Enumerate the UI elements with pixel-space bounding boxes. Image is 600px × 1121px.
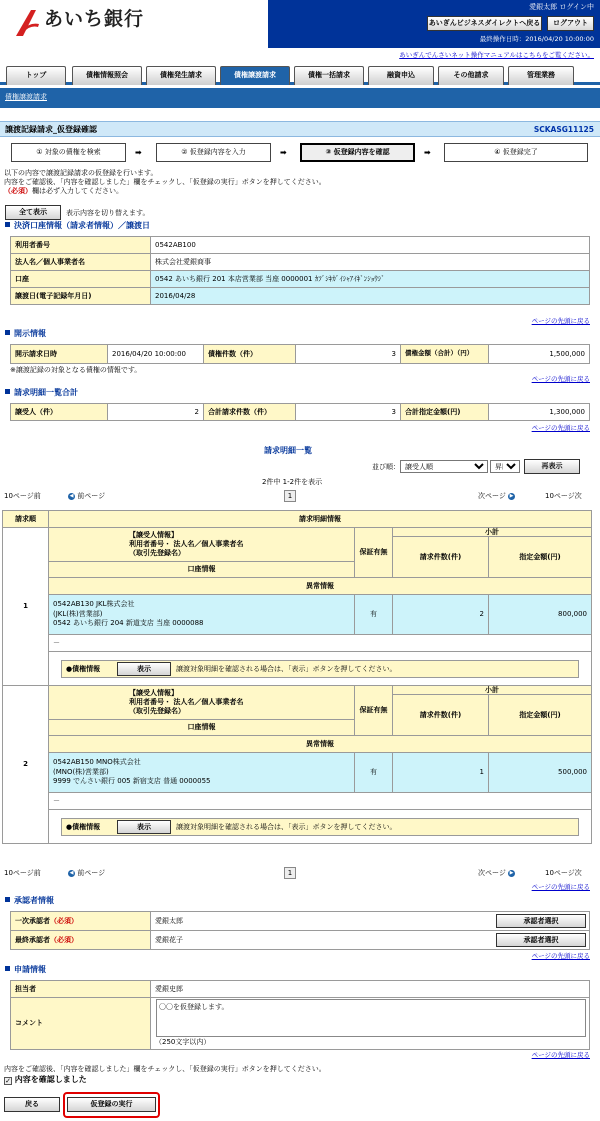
next-page[interactable]: [478, 492, 515, 500]
screen-id: SCKASG11125: [533, 125, 594, 134]
manual-link[interactable]: あいぎんでんさいネット操作マニュアルはこちらをご覧ください。: [399, 51, 594, 59]
section-application-title: 申請情報: [5, 965, 46, 975]
step-arrow-icon: ➡: [135, 148, 142, 157]
redisplay-button[interactable]: 再表示: [524, 459, 580, 474]
settlement-table: [10, 236, 590, 305]
execute-provisional-button[interactable]: 仮登録の実行: [67, 1097, 156, 1112]
amount-value: 500,000: [489, 753, 592, 793]
staff-label: 担当者: [11, 981, 151, 998]
row-seq-1: 1: [3, 528, 49, 686]
abnormal-header: 異常情報: [49, 578, 592, 595]
debt-count-value: 3: [296, 345, 401, 364]
disclosure-date-label: 開示請求日時: [11, 345, 108, 364]
chevron-right-icon: ▶: [509, 869, 514, 876]
total-request-count-label: 合計請求件数（件）: [204, 404, 296, 421]
settlement-label: 利用者番号: [11, 237, 151, 254]
staff-value: 愛銀史郎: [151, 981, 590, 998]
intro-text-2: 内容をご確認後、「内容を確認しました」欄をチェックし、「仮登録の実行」ボタンを押してください。: [4, 178, 326, 186]
account-header: 口座情報: [49, 720, 355, 736]
detail-table: [2, 510, 592, 844]
subtotal-header: 小計: [393, 686, 592, 695]
count-header: 請求件数(件): [393, 537, 489, 578]
tab-debt-issue[interactable]: 債権発生請求: [146, 66, 216, 85]
disclosure-table: [10, 344, 590, 364]
chevron-left-icon: ◀: [69, 492, 74, 499]
request-count-value: 1: [393, 753, 489, 793]
first-approver-value: 愛銀太郎: [155, 916, 183, 925]
back-to-top-link[interactable]: ページの先頭に戻る: [531, 317, 590, 325]
debt-show-button[interactable]: 表示: [117, 662, 171, 676]
back-to-top-link[interactable]: ページの先頭に戻る: [531, 375, 590, 383]
prev-10-pages[interactable]: 10ページ前: [4, 492, 41, 500]
amount-header: 指定金額(円): [489, 537, 592, 578]
back-button[interactable]: 戻る: [4, 1097, 60, 1112]
payee-header: 【譲受人情報】: [129, 531, 178, 540]
debt-count-label: 債権件数（件）: [204, 345, 296, 364]
step-arrow-icon: ➡: [424, 148, 431, 157]
next-page-label: 次ページ: [478, 492, 506, 500]
page-title: 譲渡記録請求_仮登録確認: [5, 125, 97, 134]
tab-bulk-request[interactable]: 債権一括請求: [294, 66, 364, 85]
payee-user: 0542AB130 JKL株式会社: [53, 599, 135, 608]
sort-key-select[interactable]: [400, 460, 488, 473]
payee-account: 0542 あいち銀行 204 新道支店 当座 0000088: [53, 619, 204, 628]
required-marker: （必須）: [50, 935, 78, 944]
required-marker: （必須）: [4, 187, 32, 195]
sub-menu-bar: [0, 88, 600, 108]
intro-text-1: 以下の内容で譲渡記録請求の仮登録を行います。: [4, 169, 158, 177]
settlement-label: 譲渡日(電子記録年月日): [11, 288, 151, 305]
settlement-label: 法人名／個人事業者名: [11, 254, 151, 271]
account-header: 口座情報: [49, 562, 355, 578]
approver-table: [10, 911, 590, 950]
payee-header-3: （取引先登録名）: [129, 706, 185, 715]
final-approver-select-button[interactable]: 承認者選択: [496, 933, 586, 947]
amount-value: 800,000: [489, 595, 592, 635]
tab-top[interactable]: トップ: [6, 66, 66, 85]
tab-debt-inquiry[interactable]: 債権情報照会: [72, 66, 142, 85]
prev-page-label: 前ページ: [77, 492, 106, 500]
user-login-status: 愛銀太郎 ログイン中: [529, 3, 594, 11]
tab-other[interactable]: その他請求: [438, 66, 504, 85]
guarantee-header: 保証有無: [355, 686, 393, 736]
settlement-value: 株式会社愛銀商事: [151, 254, 590, 271]
tab-management[interactable]: 管理業務: [508, 66, 574, 85]
payee-count-label: 譲受人（件）: [11, 404, 108, 421]
step-input: ② 仮登録内容を入力: [156, 143, 271, 162]
confirm-checkbox-label: 内容を確認しました: [14, 1075, 87, 1084]
payee-header: 【譲受人情報】: [129, 689, 178, 698]
chevron-right-icon: ▶: [509, 492, 514, 499]
payee-user: 0542AB150 MNO株式会社: [53, 757, 141, 766]
total-amount-value: 1,300,000: [489, 404, 590, 421]
back-to-top-link[interactable]: ページの先頭に戻る: [531, 1051, 590, 1059]
comment-limit: （250文字以内）: [155, 1037, 211, 1046]
amount-header: 指定金額(円): [489, 695, 592, 736]
abnormal-value: －: [49, 793, 592, 810]
disclosure-note: ※譲渡記録の対象となる債権の情報です。: [10, 366, 142, 374]
back-to-top-link[interactable]: ページの先頭に戻る: [531, 883, 590, 891]
prev-page-bottom[interactable]: [68, 869, 105, 877]
step-confirm: ③ 仮登録内容を確認: [300, 143, 415, 162]
payee-header-2: 利用者番号・ 法人名／個人事業者名: [129, 540, 244, 549]
guarantee-header: 保証有無: [355, 528, 393, 578]
guarantee-value: 有: [355, 595, 393, 635]
payee-count-value: 2: [108, 404, 204, 421]
back-to-top-link[interactable]: ページの先頭に戻る: [531, 424, 590, 432]
sub-menu-transfer[interactable]: 債権譲渡請求: [5, 93, 47, 101]
subtotal-header: 小計: [393, 528, 592, 537]
required-marker: （必須）: [50, 916, 78, 925]
guarantee-value: 有: [355, 753, 393, 793]
debt-amount-label: 債権金額（合計）（円）: [401, 345, 489, 364]
confirm-checkbox[interactable]: ✓: [5, 1077, 11, 1085]
final-approver-value: 愛銀花子: [155, 935, 183, 944]
tab-loan[interactable]: 融資申込: [368, 66, 434, 85]
show-all-button[interactable]: 全て表示: [5, 205, 61, 220]
comment-label: コメント: [11, 998, 151, 1050]
settlement-value: 0542AB100: [151, 237, 590, 254]
summary-table: [10, 403, 590, 421]
toggle-description: 表示内容を切り替えます。: [66, 209, 150, 217]
debt-info-label: ●債権情報: [66, 822, 101, 831]
debt-info-label: ●債権情報: [66, 664, 101, 673]
bank-logo-text: あいち銀行: [44, 8, 145, 30]
request-count-value: 2: [393, 595, 489, 635]
payee-header-2: 利用者番号・ 法人名／個人事業者名: [129, 698, 244, 707]
bank-logo-icon: [14, 8, 40, 38]
next-page-bottom[interactable]: [478, 869, 515, 877]
debt-info-bar: [61, 660, 579, 678]
prev-page[interactable]: [68, 492, 105, 500]
return-direct-button[interactable]: あいぎんビジネスダイレクトへ戻る: [427, 16, 542, 31]
next-10-pages[interactable]: 10ページ次: [545, 492, 582, 500]
debt-info-note: 譲渡対象明細を確認される場合は、「表示」ボタンを押してください。: [176, 664, 397, 673]
disclosure-date-value: 2016/04/20 10:00:00: [108, 345, 204, 364]
chevron-left-icon: ◀: [69, 869, 74, 876]
detail-list-title: 請求明細一覧: [264, 446, 312, 455]
next-page-label: 次ページ: [478, 869, 506, 877]
step-search: ① 対象の債権を検索: [11, 143, 126, 162]
intro-text-3: 欄は必ず入力してください。: [32, 187, 123, 195]
section-summary-title: 請求明細一覧合計: [5, 388, 78, 398]
step-arrow-icon: ➡: [280, 148, 287, 157]
confirm-instruction: 内容をご確認後、「内容を確認しました」欄をチェックし、「仮登録の実行」ボタンを押してください。: [4, 1065, 326, 1073]
abnormal-value: －: [49, 635, 592, 652]
final-approver-label: 最終承認者: [15, 935, 50, 944]
last-operation-time: 最終操作日時：2016/04/20 10:00:00: [479, 35, 594, 43]
row-seq-2: 2: [3, 686, 49, 844]
section-settlement-title: 決済口座情報（請求者情報）／譲渡日: [5, 221, 150, 231]
abnormal-header: 異常情報: [49, 736, 592, 753]
settlement-value: 0542 あいち銀行 201 本店営業部 当座 0000001 ｶﾌﾞｼｷｶﾞｲｼｬｱｲｷﾞﾝｼｮｳｼﾞ: [151, 271, 590, 288]
page-title-bar: [0, 121, 600, 137]
logout-button[interactable]: ログアウト: [547, 16, 594, 31]
sort-label: 並び順：: [372, 463, 400, 471]
main-tab-bar: [0, 63, 600, 85]
next-10-pages-bottom[interactable]: 10ページ次: [545, 869, 582, 877]
payee-header-3: （取引先登録名）: [129, 548, 185, 557]
tab-debt-transfer[interactable]: 債権譲渡請求: [220, 66, 290, 85]
settlement-label: 口座: [11, 271, 151, 288]
first-approver-label: 一次承認者: [15, 916, 50, 925]
step-complete: ④ 仮登録完了: [444, 143, 588, 162]
debt-amount-value: 1,500,000: [489, 345, 590, 364]
debt-info-bar: [61, 818, 579, 836]
result-count: 2件中 1-2件を表示: [262, 478, 323, 486]
debt-info-note: 譲渡対象明細を確認される場合は、「表示」ボタンを押してください。: [176, 822, 397, 831]
comment-input[interactable]: [156, 999, 586, 1037]
section-approver-title: 承認者情報: [5, 896, 54, 906]
col-seq: 請求順: [3, 511, 49, 528]
prev-page-label: 前ページ: [77, 869, 106, 877]
total-request-count-value: 3: [296, 404, 401, 421]
page-number-bottom[interactable]: 1: [284, 867, 296, 879]
col-detail: 請求明細情報: [49, 511, 592, 528]
first-approver-select-button[interactable]: 承認者選択: [496, 914, 586, 928]
count-header: 請求件数(件): [393, 695, 489, 736]
payee-account: 9999 でんさい銀行 005 新宿支店 普通 0000055: [53, 777, 211, 786]
payee-trade-name: (JKL(株)営業部): [53, 609, 103, 618]
page-number[interactable]: 1: [284, 490, 296, 502]
back-to-top-link[interactable]: ページの先頭に戻る: [531, 952, 590, 960]
prev-10-pages-bottom[interactable]: 10ページ前: [4, 869, 41, 877]
payee-trade-name: (MNO(株)営業部): [53, 767, 109, 776]
total-amount-label: 合計指定金額(円): [401, 404, 489, 421]
settlement-value: 2016/04/28: [151, 288, 590, 305]
section-disclosure-title: 開示情報: [5, 329, 46, 339]
debt-show-button[interactable]: 表示: [117, 820, 171, 834]
sort-order-select[interactable]: [490, 460, 520, 473]
